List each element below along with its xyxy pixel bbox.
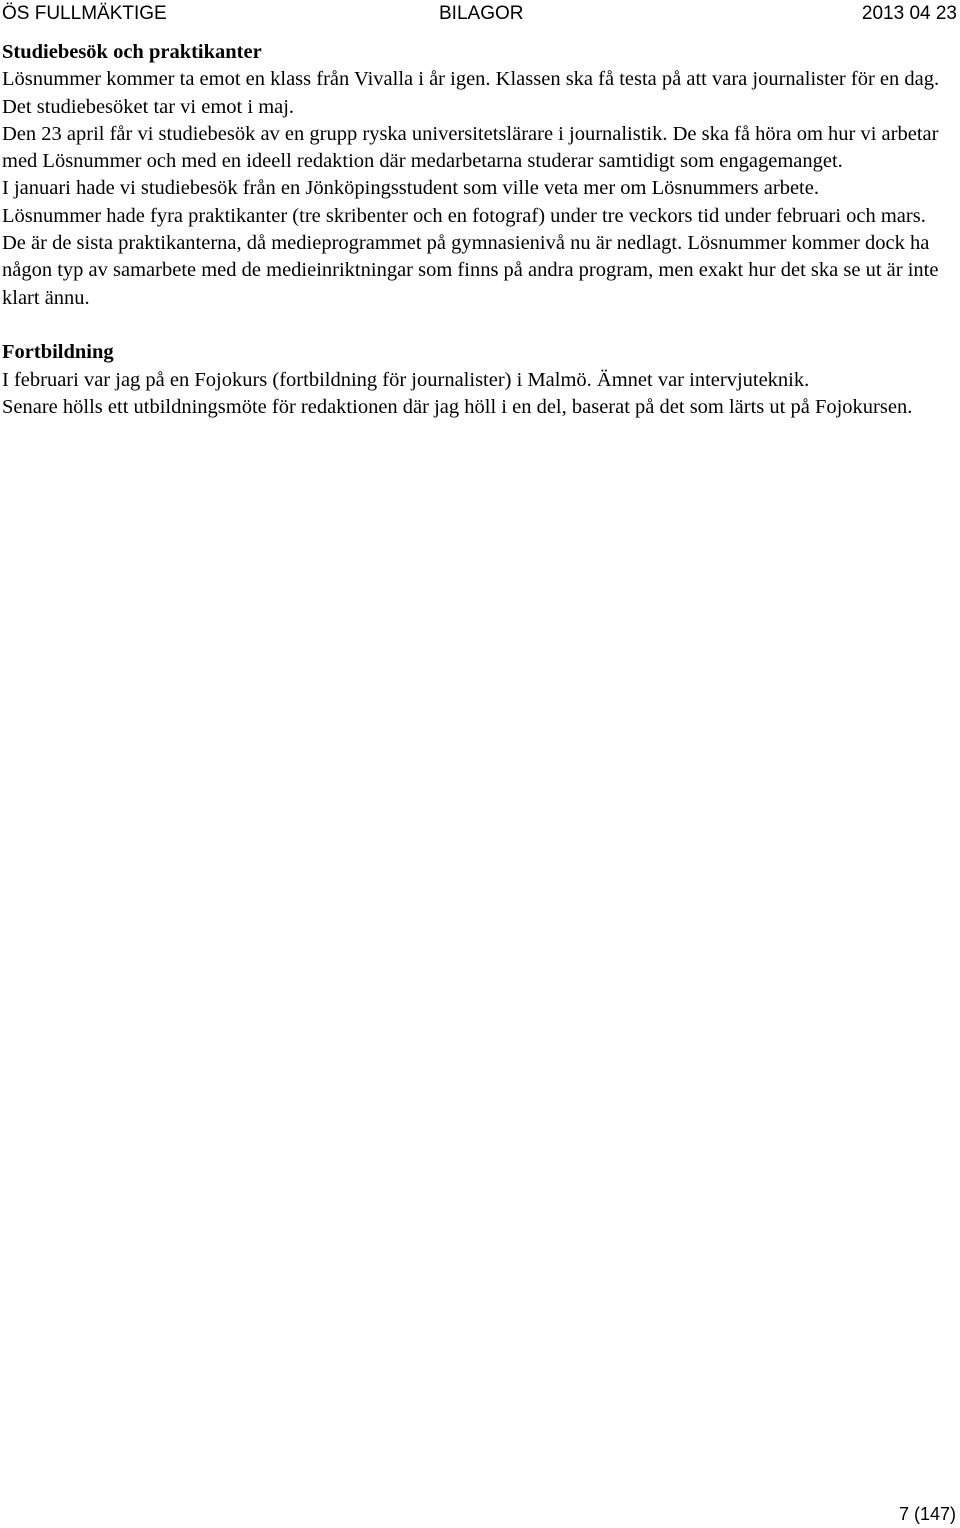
paragraph: Lösnummer kommer ta emot en klass från Vivalla i år igen. Klassen ska få testa på att vara journalister för en dag. Det studiebesöket tar vi emot i maj. xyxy=(2,68,940,118)
page-number: 7 (147) xyxy=(898,1504,956,1524)
paragraph: Lösnummer hade fyra praktikanter (tre skribenter och en fotograf) under tre veckors tid under februari och mars. De är de sista praktikanterna, då medieprogrammet på gymnasienivå nu är nedlagt. Lösnummer kommer dock ha någon typ av samarbete med de medieinriktningar som finns på andra program, men exakt hur det ska se ut är inte klart ännu. xyxy=(2,204,939,309)
document-body xyxy=(2,39,954,421)
paragraph: Senare hölls ett utbildningsmöte för redaktionen där jag höll i en del, baserat på det som lärts ut på Fojokursen. xyxy=(2,395,913,418)
header-section: BILAGOR xyxy=(439,3,524,24)
section-studiebesok xyxy=(2,39,954,312)
header-organization: ÖS FULLMÄKTIGE xyxy=(2,3,167,24)
page-header xyxy=(2,2,957,26)
header-date: 2013 04 23 xyxy=(861,3,957,24)
paragraph: Den 23 april får vi studiebesök av en grupp ryska universitetslärare i journalistik. De ska få höra om hur vi arbetar med Lösnummer och med en ideell redaktion där medarbetarna studerar samtidigt som engagemanget. xyxy=(2,122,939,173)
section-title: Studiebesök och praktikanter xyxy=(2,41,262,63)
section-title: Fortbildning xyxy=(2,341,114,364)
paragraph: I januari hade vi studiebesök från en Jönköpingsstudent som ville veta mer om Lösnummers arbete. xyxy=(2,177,819,200)
section-fortbildning xyxy=(2,339,954,421)
paragraph: I februari var jag på en Fojokurs (fortbildning för journalister) i Malmö. Ämnet var intervjuteknik. xyxy=(2,368,810,391)
section-spacer xyxy=(2,312,954,339)
